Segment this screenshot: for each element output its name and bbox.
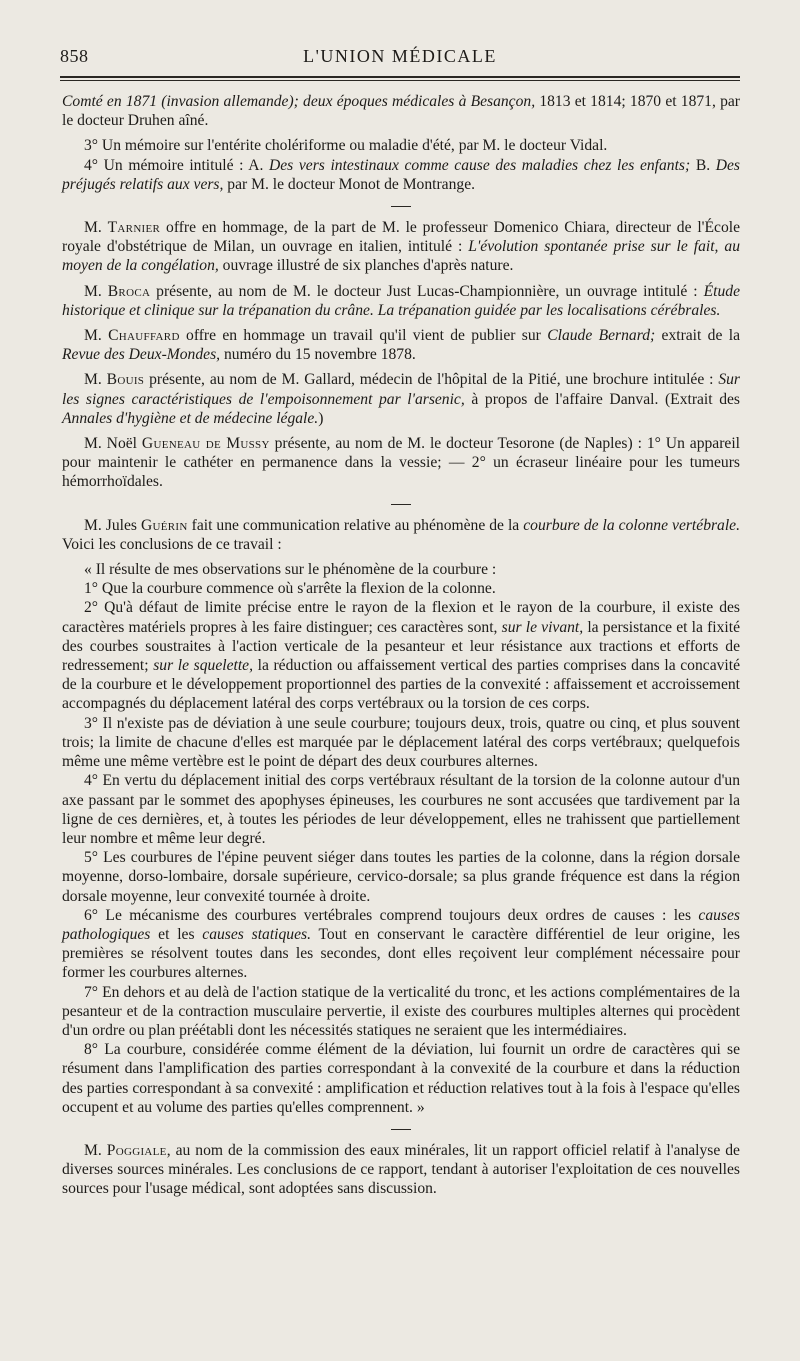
text-run: présente, au nom de M. le docteur Tesorone (de Naples) : 1° Un appareil pour maintenir le cathéter en permanence dans la vessie; — 2° un écraseur linéaire pour les tumeurs hémorrhoïdales.: [62, 435, 740, 491]
text-run: fait une communication relative au phénomène de la: [187, 516, 524, 534]
conclusion-1: 1° Que la courbure commence où s'arrête la flexion de la colonne.: [84, 580, 496, 598]
page-body: [62, 92, 740, 1205]
author-name: Poggiale: [106, 1141, 167, 1159]
italic-text: Étude historique et clinique sur la trépanation du crâne. La trépanation guidée par les localisations cérébrales.: [62, 282, 740, 319]
text-run: ouvrage illustré de six planches d'après nature.: [218, 257, 514, 275]
page-number: 858: [60, 46, 89, 66]
paragraph-gueneau: [62, 434, 740, 492]
section-dash: [62, 1123, 740, 1135]
italic-text: Claude Bernard;: [547, 327, 656, 345]
text-run: M.: [84, 371, 107, 389]
header-rule: [60, 76, 740, 78]
paragraph-guerin: [62, 516, 740, 554]
text-run: M.: [84, 282, 108, 300]
page-header: [60, 44, 740, 74]
italic-text: Des vers intestinaux comme cause des maladies chez les enfants;: [269, 156, 691, 174]
paragraph-chauffard: [62, 326, 740, 364]
text-run: la persistance et la fixité des courbes soustraites à l'action verticale de la pesanteur et leur résistance aux tractions et efforts de redressement;: [62, 618, 740, 675]
paragraph-monot: [62, 156, 740, 194]
conclusion-4: 4° En vertu du déplacement initial des corps vertébraux résultant de la torsion de la colonne autour d'un axe passant par le sommet des apophyses épineuses, les courbures ne sont accusées que tardivement par la ligne de ces dernières, et, à toutes les périodes de leur développement, elles ne trahissent que partiellement leur nombre et même leur degré.: [62, 772, 740, 847]
conclusion-intro: « Il résulte de mes observations sur le phénomène de la courbure :: [84, 561, 497, 579]
text-run: à propos de l'affaire Danval. (Extrait des: [464, 390, 740, 408]
conclusion-2: [62, 598, 740, 713]
text-run: 3° Un mémoire sur l'entérite cholériforme ou maladie d'été, par M. le docteur Vidal.: [84, 137, 608, 155]
conclusion-7: 7° En dehors et au delà de l'action statique de la verticalité du tronc, et les actions complémentaires de la pesanteur et de la contraction musculaire pervertie, il existe des courbures multiples alternes qui procèdent d'un ordre ou plan préétabli dont les nécessités statiques ne seraient que les intermédiaires.: [62, 983, 740, 1039]
text-run: présente, au nom de M. Gallard, médecin de l'hôpital de la Pitié, une brochure intitulée :: [144, 371, 719, 389]
header-rule-thin: [60, 80, 740, 81]
italic-text: Sur les signes caractéristiques de l'empoisonnement par l'arsenic,: [62, 371, 740, 408]
conclusion-3: 3° Il n'existe pas de déviation à une seule courbure; toujours deux, trois, quatre ou cinq, et plus souvent trois; la limite de chacune d'elles est marquée par le déplacement latéral des corps vertébraux; quelquefois même une même vertèbre est le point de départ des deux courbures alternes.: [62, 714, 740, 771]
italic-text: Comté en 1871 (invasion allemande); deux époques médicales à Besançon,: [62, 93, 536, 110]
text-run: 1813 et 1814; 1870 et 1871, par le docteur Druhen aîné.: [62, 93, 740, 130]
text-run: 4° Un mémoire intitulé : A.: [84, 156, 269, 174]
italic-text: courbure de la colonne vertébrale.: [523, 516, 741, 534]
paragraph-druhen: [62, 92, 740, 130]
italic-text: sur le squelette,: [153, 657, 253, 675]
text-run: offre en hommage un travail qu'il vient de publier sur: [179, 327, 548, 345]
text-run: , au nom de la commission des eaux minérales, lit un rapport officiel relatif à l'analyse de diverses sources minérales. Les conclusions de ce rapport, tendant à autoriser l'exploitation de ces nouvelles sources pour l'usage médical, sont adoptées sans discussion.: [62, 1141, 740, 1198]
author-name: Bouis: [106, 371, 145, 389]
text-run: ): [318, 409, 324, 427]
text-run: numéro du 15 novembre 1878.: [220, 346, 416, 364]
conclusion-8: 8° La courbure, considérée comme élément de la déviation, lui fournit un ordre de caractères qui se résument dans l'amplification des parties correspondant à la convexité de la courbure et dans la réduction des parties correspondant à sa convexité : amplification et réduction relatives tout à la fois à l'espace qu'elles occupent et au volume des parties qu'elles comprennent. »: [62, 1041, 740, 1116]
paragraph-broca: [62, 282, 740, 320]
paragraph-poggiale: [62, 1141, 740, 1199]
text-run: et les: [150, 925, 203, 943]
text-run: Voici les conclusions de ce travail :: [62, 535, 282, 553]
text-run: M. Noël: [84, 435, 142, 453]
italic-text: causes pathologiques: [62, 906, 740, 943]
paragraph-bouis: [62, 370, 740, 428]
italic-text: Revue des Deux-Mondes,: [62, 346, 221, 364]
text-run: M.: [84, 1141, 107, 1159]
text-run: Tout en conservant le caractère différentiel de leur origine, les premières se résolvent toutes dans les secondes, dont elles reçoivent leur complément nécessaire pour former les courbures alternes.: [62, 925, 740, 982]
text-run: offre en hommage, de la part de M. le professeur Domenico Chiara, directeur de l'École royale d'obstétrique de Milan, un ouvrage en italien, intitulé :: [62, 219, 740, 256]
paragraph-vidal: [62, 136, 740, 155]
italic-text: L'évolution spontanée prise sur le fait, au moyen de la congélation,: [62, 238, 740, 275]
author-name: Chauffard: [108, 327, 180, 345]
section-dash: [62, 200, 740, 212]
paragraph-tarnier: [62, 218, 740, 276]
text-run: M.: [84, 219, 108, 237]
running-title: L'UNION MÉDICALE: [303, 46, 497, 66]
section-dash: [62, 498, 740, 510]
italic-text: sur le vivant,: [501, 618, 584, 636]
italic-text: Des préjugés relatifs aux vers,: [62, 156, 740, 193]
text-run: M. Jules: [84, 516, 141, 534]
author-name: Broca: [107, 282, 151, 300]
italic-text: Annales d'hygiène et de médecine légale.: [62, 409, 319, 427]
author-name: Gueneau de Mussy: [141, 435, 270, 453]
italic-text: causes statiques.: [202, 925, 311, 943]
author-name: Tarnier: [107, 219, 161, 237]
author-name: Guérin: [140, 516, 188, 534]
text-run: extrait de la: [655, 327, 740, 345]
text-run: la réduction ou affaissement vertical des parties comprises dans la concavité de la courbure et le développement proportionnel des parties de la convexité : affaissement et accroissement accompagnés du déplacement latéral des corps vertébraux ou la torsion de ces corps.: [62, 657, 740, 713]
text-run: M.: [84, 327, 109, 345]
text-run: B.: [690, 156, 716, 174]
text-run: par M. le docteur Monot de Montrange.: [223, 175, 476, 193]
conclusion-6: [62, 906, 740, 983]
text-run: 6° Le mécanisme des courbures vertébrales comprend toujours deux ordres de causes : les: [84, 906, 699, 924]
text-run: 2° Qu'à défaut de limite précise entre le rayon de la flexion et le rayon de la courbure, il existe des caractères matériels propres à les faire distinguer; ces caractères sont,: [62, 599, 740, 636]
text-run: présente, au nom de M. le docteur Just Lucas-Championnière, un ouvrage intitulé :: [150, 282, 704, 300]
conclusion-5: 5° Les courbures de l'épine peuvent siéger dans toutes les parties de la colonne, dans la région dorsale moyenne, dorso-lombaire, dorsale supérieure, cervico-dorsale; sa plus grande fréquence est dans la région dorsale moyenne, leur convexité tournée à droite.: [62, 849, 740, 905]
